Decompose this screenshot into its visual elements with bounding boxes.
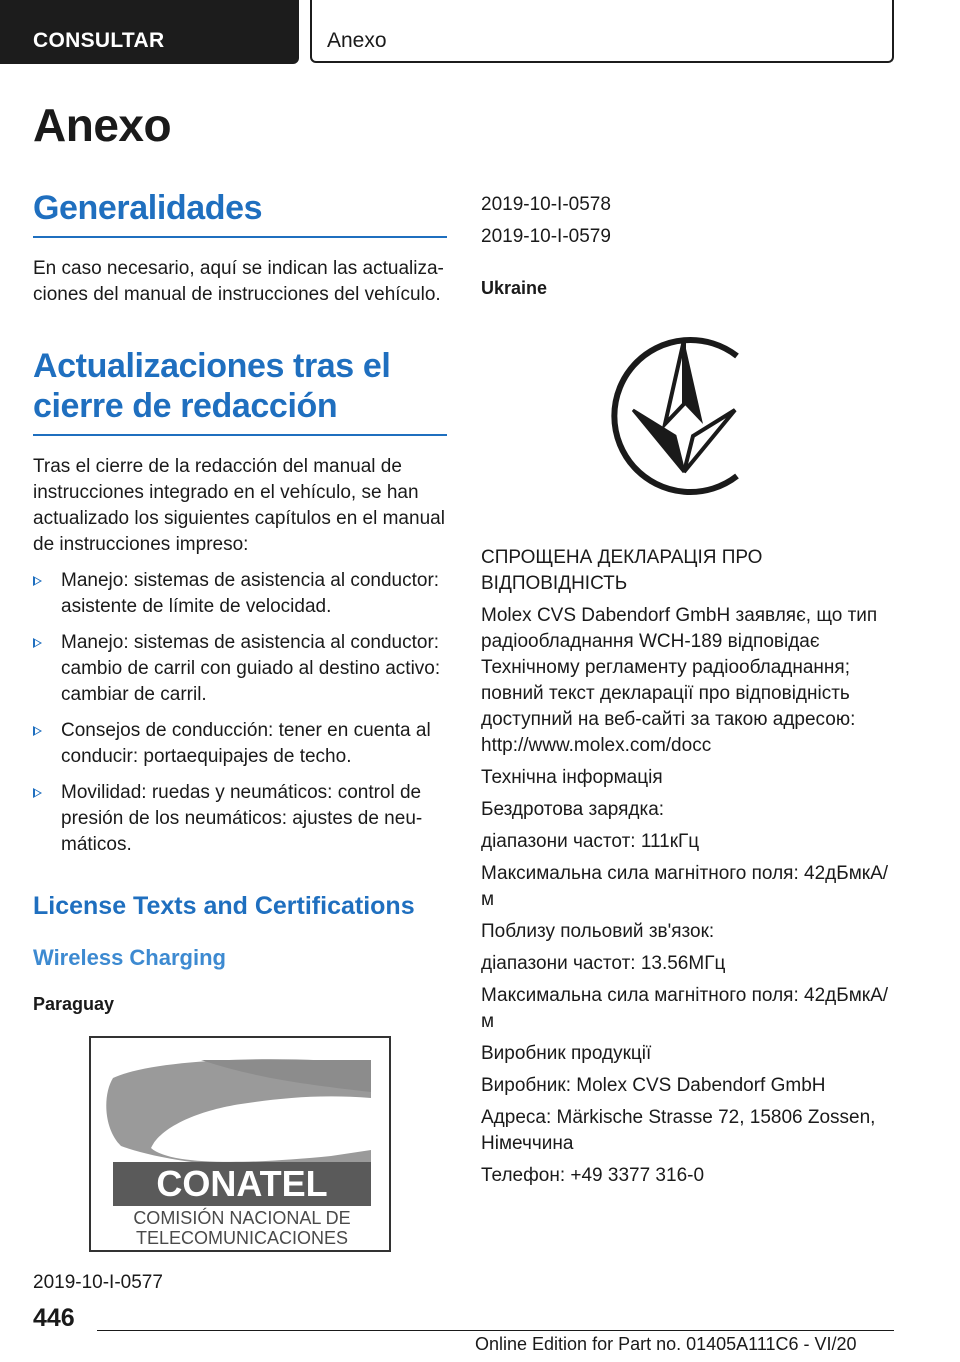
- list-item: [33, 718, 447, 770]
- paraguay-label: Paraguay: [33, 994, 115, 1014]
- magnetic-field: Максимальна сила магнітного поля: 42дБмкА/м: [481, 985, 889, 1032]
- declaration-text: Molex CVS Dabendorf GmbH заявляє, що тип радіообладнання WCH-189 відповідає Технічному регламенту радіообладнання; повний текст декларації про відповідність доступний на веб-сайті за такою адресою: http://www.molex.com/docc: [481, 605, 878, 756]
- footer-edition: Online Edition for Part no. 01405A111C6 - VI/20: [475, 1334, 857, 1354]
- list-item: [33, 780, 447, 858]
- declaration-title: СПРОЩЕНА ДЕКЛАРАЦІЯ ПРО ВІДПОВІДНІСТЬ: [481, 547, 763, 594]
- manufacturer-name: Виробник: Molex CVS Dabendorf GmbH: [481, 1075, 826, 1096]
- right-column: [481, 192, 901, 1189]
- cert-number: 2019-10-I-0578: [481, 194, 611, 215]
- nfc-label: Поблизу польовий зв'язок:: [481, 921, 715, 942]
- conatel-logo: [89, 1036, 391, 1252]
- paraguay-cert: 2019-10-I-0577: [33, 1272, 163, 1293]
- list-item-text: Consejos de conducción: tener en cuenta al conducir: portaequipajes de techo.: [61, 720, 431, 767]
- conatel-subtitle-line2: TELECOMUNICACIONES: [135, 1228, 349, 1248]
- manufacturer-address: Адреса: Märkische Strasse 72, 15806 Zossen, Німеччина: [481, 1107, 876, 1154]
- conatel-wordmark: CONATEL: [156, 1163, 328, 1204]
- triangle-bullet-icon: [33, 726, 42, 736]
- conatel-subtitle-line1: COMISIÓN NACIONAL DE: [133, 1208, 351, 1228]
- wireless-charging-label: Бездротова зарядка:: [481, 799, 665, 820]
- page-number: 446: [33, 1304, 75, 1332]
- cert-number: 2019-10-I-0579: [481, 226, 611, 247]
- actualizaciones-heading: Actualizaciones tras el cierre de redacción: [33, 346, 447, 436]
- triangle-bullet-icon: [33, 638, 42, 648]
- page-title: Anexo: [33, 99, 172, 151]
- manufacturer-phone: Телефон: +49 3377 316-0: [481, 1165, 705, 1186]
- triangle-bullet-icon: [33, 576, 42, 586]
- wireless-charging-heading: Wireless Charging: [33, 945, 226, 970]
- list-item-text: Manejo: sistemas de asistencia al conductor: asistente de límite de velocidad.: [61, 570, 440, 617]
- magnetic-field: Максимальна сила магнітного поля: 42дБмкА/м: [481, 863, 889, 910]
- left-column: [33, 188, 447, 1296]
- footer-divider: [97, 1330, 894, 1331]
- frequency-range: діапазони частот: 13.56МГц: [481, 953, 726, 974]
- list-item-text: Manejo: sistemas de asistencia al conductor: cambio de carril con guiado al destino activo: cambiar de carril.: [61, 632, 441, 705]
- generalidades-text: En caso necesario, aquí se indican las actualizaciones del manual de instrucciones del vehículo.: [33, 258, 444, 305]
- header-tab-anexo[interactable]: [310, 0, 894, 63]
- conatel-logo-graphic: [91, 1038, 389, 1250]
- manufacturer-heading: Виробник продукції: [481, 1043, 652, 1064]
- list-item: [33, 630, 447, 708]
- generalidades-heading: Generalidades: [33, 188, 447, 238]
- header-tab-anexo-label: Anexo: [327, 29, 387, 52]
- update-list: [33, 568, 447, 858]
- ukraine-conformity-mark-icon: [597, 326, 772, 501]
- triangle-bullet-icon: [33, 788, 42, 798]
- ukraine-label: Ukraine: [481, 278, 548, 298]
- actualizaciones-intro: Tras el cierre de la redacción del manual de instrucciones integrado en el vehículo, se han actualizado los siguientes capítulos en el manual de instrucciones impreso:: [33, 456, 445, 555]
- tech-info-heading: Технічна інформація: [481, 767, 663, 788]
- license-heading: License Texts and Certifications: [33, 892, 415, 920]
- list-item: [33, 568, 447, 620]
- header-tab-consultar-label: CONSULTAR: [33, 29, 165, 52]
- ukraine-declaration: [481, 545, 901, 1189]
- list-item-text: Movilidad: ruedas y neumáticos: control de presión de los neumáticos: ajustes de neumáticos.: [61, 782, 423, 855]
- header-tab-consultar[interactable]: [0, 0, 299, 64]
- frequency-range: діапазони частот: 111кГц: [481, 831, 700, 852]
